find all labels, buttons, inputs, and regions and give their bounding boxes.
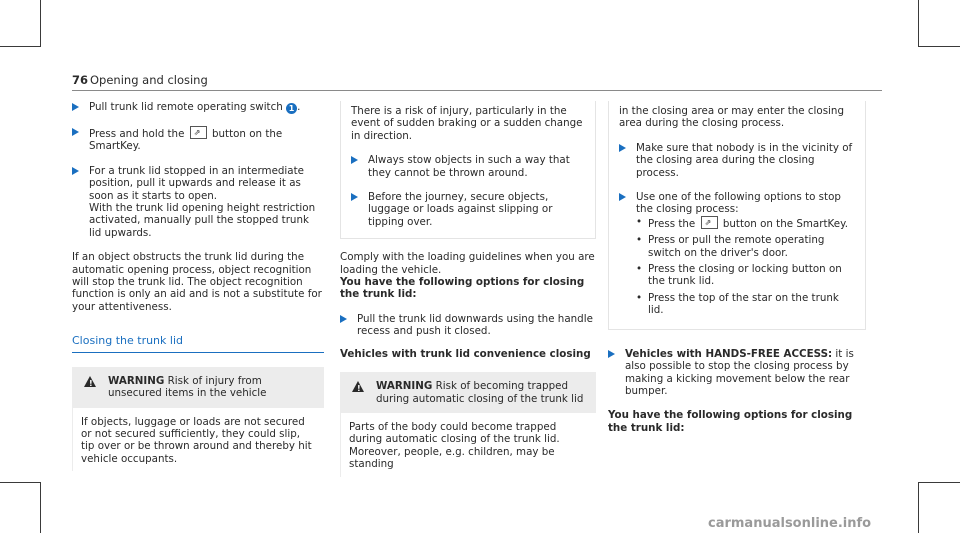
- arrow-step-icon: [72, 128, 79, 136]
- list-item: • Press the closing or locking button on the trunk lid.: [636, 263, 855, 288]
- list-item: • Press the ⇗ button on the SmartKey.: [636, 216, 855, 230]
- step-item: Before the journey, secure objects, luggage or loads against slipping or tipping over.: [351, 191, 585, 228]
- column-1: [72, 101, 324, 471]
- warning-body: Parts of the body could become trapped during automatic closing of the trunk lid. Moreover, people, e.g. children, may be standing: [340, 413, 596, 477]
- options-heading: You have the following options for closing the trunk lid:: [608, 409, 853, 434]
- arrow-step-icon: [340, 315, 347, 323]
- warning-triangle-icon: !: [352, 381, 364, 392]
- list-item: • Press or pull the remote operating switch on the driver's door.: [636, 234, 855, 259]
- step-item: Always stow objects in such a way that they cannot be thrown around.: [351, 154, 585, 179]
- crop-mark: [0, 482, 41, 483]
- warning-continued-box: There is a risk of injury, particularly in the event of sudden braking or a sudden change in direction. Always stow objects in such a way that they cannot be thrown around. Before the journey, secure objects, luggage or loads against slipping or tipping over.: [340, 101, 596, 239]
- paragraph: If an object obstructs the trunk lid during the automatic opening process, object recognition will stop the trunk lid. The object recognition function is only an aid and is not a substitute for your attentiveness.: [72, 251, 322, 313]
- step-item: Use one of the following options to stop the closing process: • Press the ⇗ button on the SmartKey. • Press or pull the remote operating switch on the driver's door. • Press the closing or locking button on the trunk lid. • Press the top of the star on the trunk lid.: [619, 191, 855, 317]
- trunk-lid-key-icon: ⇗: [701, 216, 718, 229]
- warning-continued-box: in the closing area or may enter the closing area during the closing process. Make sure that nobody is in the vicinity of the closing area during the closing process. Use one of the following options to stop the closing process: • Press the ⇗ button on the SmartKey. • Press or pull the remote operating switch on the driver's door. • Press the closing or locking button on the trunk lid. • Press the top of the star on the trunk lid.: [608, 101, 866, 330]
- crop-mark: [40, 482, 41, 533]
- badge-1-icon: 1: [286, 103, 297, 114]
- step-item: Make sure that nobody is in the vicinity of the closing area during the closing process.: [619, 142, 855, 179]
- section-title: Closing the trunk lid: [72, 335, 324, 352]
- step-item: Press and hold the ⇗ button on the SmartKey.: [72, 126, 324, 153]
- crop-mark: [918, 482, 960, 483]
- arrow-step-icon: [619, 144, 626, 152]
- arrow-step-icon: [72, 167, 79, 175]
- warning-body: If objects, luggage or loads are not secured or not secured sufficiently, they could slip, tip over or be thrown around and thereby hit vehicle occupants.: [72, 408, 324, 472]
- arrow-step-icon: [351, 193, 358, 201]
- list-item: • Press the top of the star on the trunk lid.: [636, 292, 855, 317]
- subheading: Vehicles with trunk lid convenience closing: [340, 347, 591, 360]
- crop-mark: [918, 46, 960, 47]
- page-number: 76: [72, 73, 89, 87]
- arrow-step-icon: [351, 156, 358, 164]
- trunk-lid-key-icon: ⇗: [190, 126, 207, 139]
- warning-triangle-icon: !: [84, 376, 96, 387]
- arrow-step-icon: [619, 193, 626, 201]
- column-3: [608, 101, 866, 446]
- step-item: Pull the trunk lid downwards using the handle recess and push it closed.: [340, 313, 596, 338]
- crop-mark: [40, 0, 41, 47]
- step-item: Vehicles with HANDS-FREE ACCESS: it is also possible to stop the closing process by making a kicking movement below the rear bumper.: [608, 348, 866, 398]
- paragraph: Comply with the loading guidelines when you are loading the vehicle.: [340, 251, 595, 276]
- watermark: carmanualsonline.info: [708, 516, 872, 531]
- step-item: Pull trunk lid remote operating switch 1 .: [72, 101, 324, 114]
- page-title: Opening and closing: [90, 73, 208, 87]
- warning-box: ! WARNING Risk of becoming trapped during automatic closing of the trunk lid Parts of the body could become trapped during automatic closing of the trunk lid. Moreover, people, e.g. children, may be standing: [340, 372, 596, 476]
- arrow-step-icon: [72, 103, 79, 111]
- warning-box: ! WARNING Risk of injury from unsecured items in the vehicle If objects, luggage or loads are not secured or not secured sufficiently, they could slip, tip over or be thrown around and thereby hit vehicle occupants.: [72, 367, 324, 471]
- step-item: For a trunk lid stopped in an intermediate position, pull it upwards and release it as soon as it starts to open. With the trunk lid opening height restriction activated, manually pull the stopped trunk lid upwards.: [72, 165, 324, 239]
- crop-mark: [918, 482, 919, 533]
- column-2: [340, 101, 596, 477]
- arrow-step-icon: [608, 350, 615, 358]
- options-heading: You have the following options for closing the trunk lid:: [340, 276, 585, 301]
- header-rule: [72, 90, 882, 91]
- crop-mark: [918, 0, 919, 47]
- crop-mark: [0, 46, 41, 47]
